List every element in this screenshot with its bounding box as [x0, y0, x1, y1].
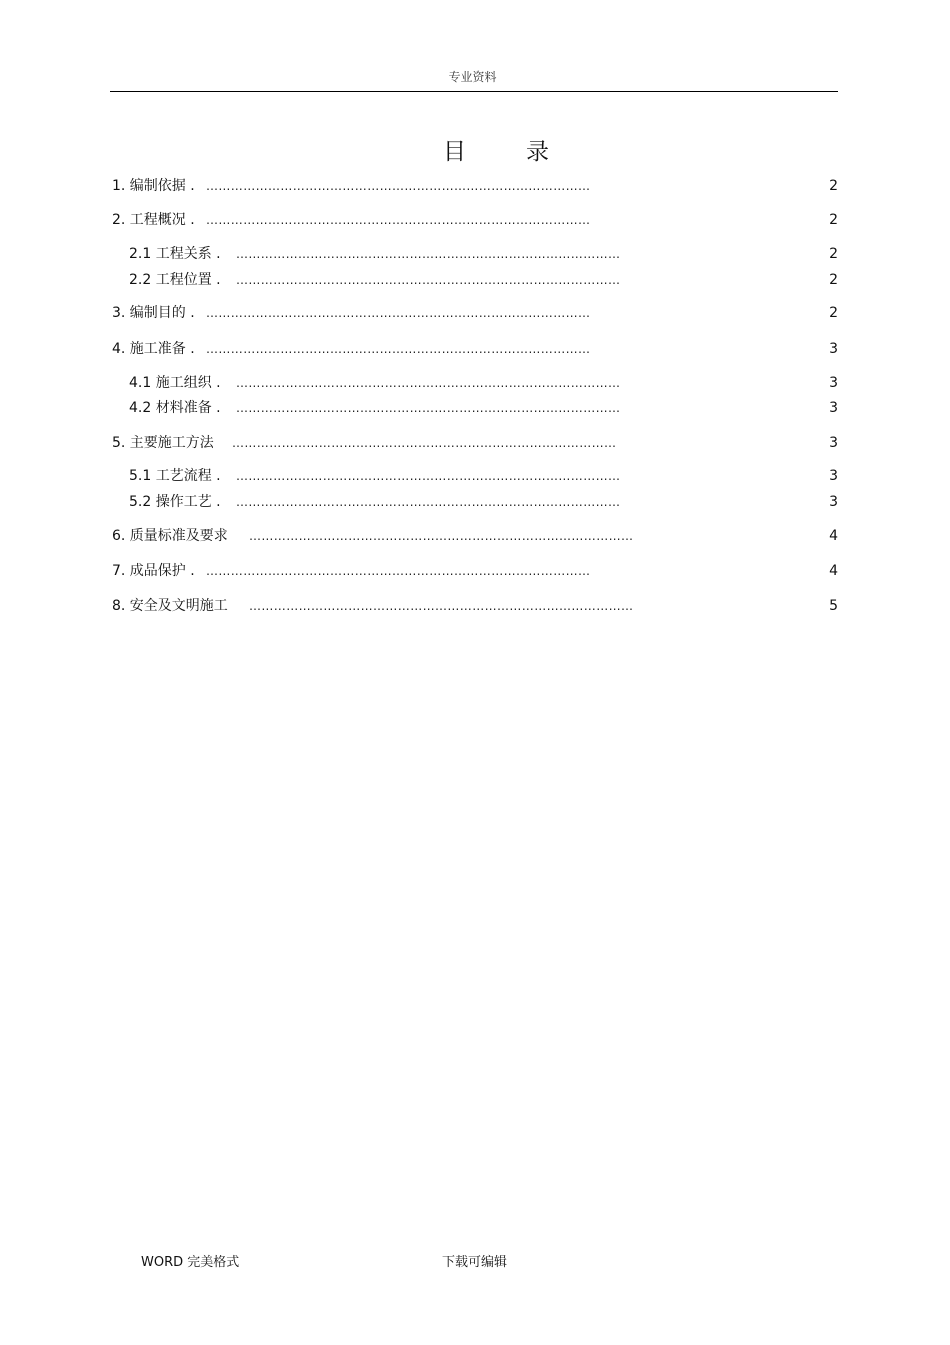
toc-leader-dots: …………………………………………………………………………………: [206, 213, 591, 227]
toc-entry-4[interactable]: [0, 339, 950, 359]
toc-entry-page: 3: [829, 400, 838, 416]
toc-leader-dots: …………………………………………………………………………………: [236, 247, 621, 261]
footer-format-note: WORD 完美格式: [141, 1255, 240, 1270]
toc-entry-label: 5.2 操作工艺 .: [129, 494, 221, 510]
footer-editable-note: 下载可编辑: [442, 1255, 508, 1270]
toc-title-char-2: 录: [526, 139, 549, 165]
toc-title: [443, 133, 549, 166]
toc-leader-dots: …………………………………………………………………………………: [236, 401, 621, 415]
toc-leader-dots: …………………………………………………………………………………: [236, 273, 621, 287]
toc-entry-label: 2. 工程概况 .: [112, 212, 195, 228]
toc-entry-page: 3: [829, 341, 838, 357]
toc-entry-page: 3: [829, 375, 838, 391]
toc-entry-label: 1. 编制依据 .: [112, 178, 195, 194]
toc-entry-page: 3: [829, 494, 838, 510]
toc-entry-page: 2: [829, 272, 838, 288]
toc-entry-page: 4: [829, 528, 838, 544]
toc-entry-page: 2: [829, 246, 838, 262]
toc-leader-dots: …………………………………………………………………………………: [206, 564, 591, 578]
toc-entry-label: 4.2 材料准备 .: [129, 400, 221, 416]
toc-entry-5-2[interactable]: [0, 492, 950, 512]
toc-entry-8[interactable]: [0, 596, 950, 616]
toc-leader-dots: …………………………………………………………………………………: [249, 529, 634, 543]
toc-title-char-1: 目: [443, 139, 466, 165]
toc-entry-4-2[interactable]: [0, 398, 950, 418]
toc-leader-dots: …………………………………………………………………………………: [236, 376, 621, 390]
toc-entry-2-1[interactable]: [0, 244, 950, 264]
toc-entry-2-2[interactable]: [0, 270, 950, 290]
toc-leader-dots: …………………………………………………………………………………: [232, 436, 617, 450]
toc-entry-label: 8. 安全及文明施工: [112, 598, 228, 614]
toc-entry-4-1[interactable]: [0, 373, 950, 393]
toc-leader-dots: …………………………………………………………………………………: [236, 469, 621, 483]
toc-entry-page: 3: [829, 435, 838, 451]
toc-entry-7[interactable]: [0, 561, 950, 581]
toc-entry-5[interactable]: [0, 433, 950, 453]
toc-entry-page: 4: [829, 563, 838, 579]
toc-entry-label: 5. 主要施工方法: [112, 435, 214, 451]
header-divider: [110, 91, 838, 92]
toc-entry-page: 2: [829, 178, 838, 194]
toc-entry-6[interactable]: [0, 526, 950, 546]
toc-entry-label: 2.2 工程位置 .: [129, 272, 221, 288]
toc-entry-page: 2: [829, 212, 838, 228]
toc-entry-label: 2.1 工程关系 .: [129, 246, 221, 262]
page-header: 专业资料: [448, 70, 497, 84]
toc-leader-dots: …………………………………………………………………………………: [206, 179, 591, 193]
toc-entry-label: 4. 施工准备 .: [112, 341, 195, 357]
toc-entry-label: 6. 质量标准及要求: [112, 528, 228, 544]
toc-entry-label: 5.1 工艺流程 .: [129, 468, 221, 484]
toc-leader-dots: …………………………………………………………………………………: [249, 599, 634, 613]
toc-entry-5-1[interactable]: [0, 466, 950, 486]
toc-entry-1[interactable]: [0, 176, 950, 196]
toc-leader-dots: …………………………………………………………………………………: [206, 342, 591, 356]
toc-leader-dots: …………………………………………………………………………………: [236, 495, 621, 509]
toc-entry-label: 3. 编制目的 .: [112, 305, 195, 321]
toc-entry-3[interactable]: [0, 303, 950, 323]
toc-entry-label: 7. 成品保护 .: [112, 563, 195, 579]
toc-entry-page: 2: [829, 305, 838, 321]
toc-entry-2[interactable]: [0, 210, 950, 230]
toc-entry-page: 5: [829, 598, 838, 614]
toc-entry-label: 4.1 施工组织 .: [129, 375, 221, 391]
toc-leader-dots: …………………………………………………………………………………: [206, 306, 591, 320]
toc-entry-page: 3: [829, 468, 838, 484]
